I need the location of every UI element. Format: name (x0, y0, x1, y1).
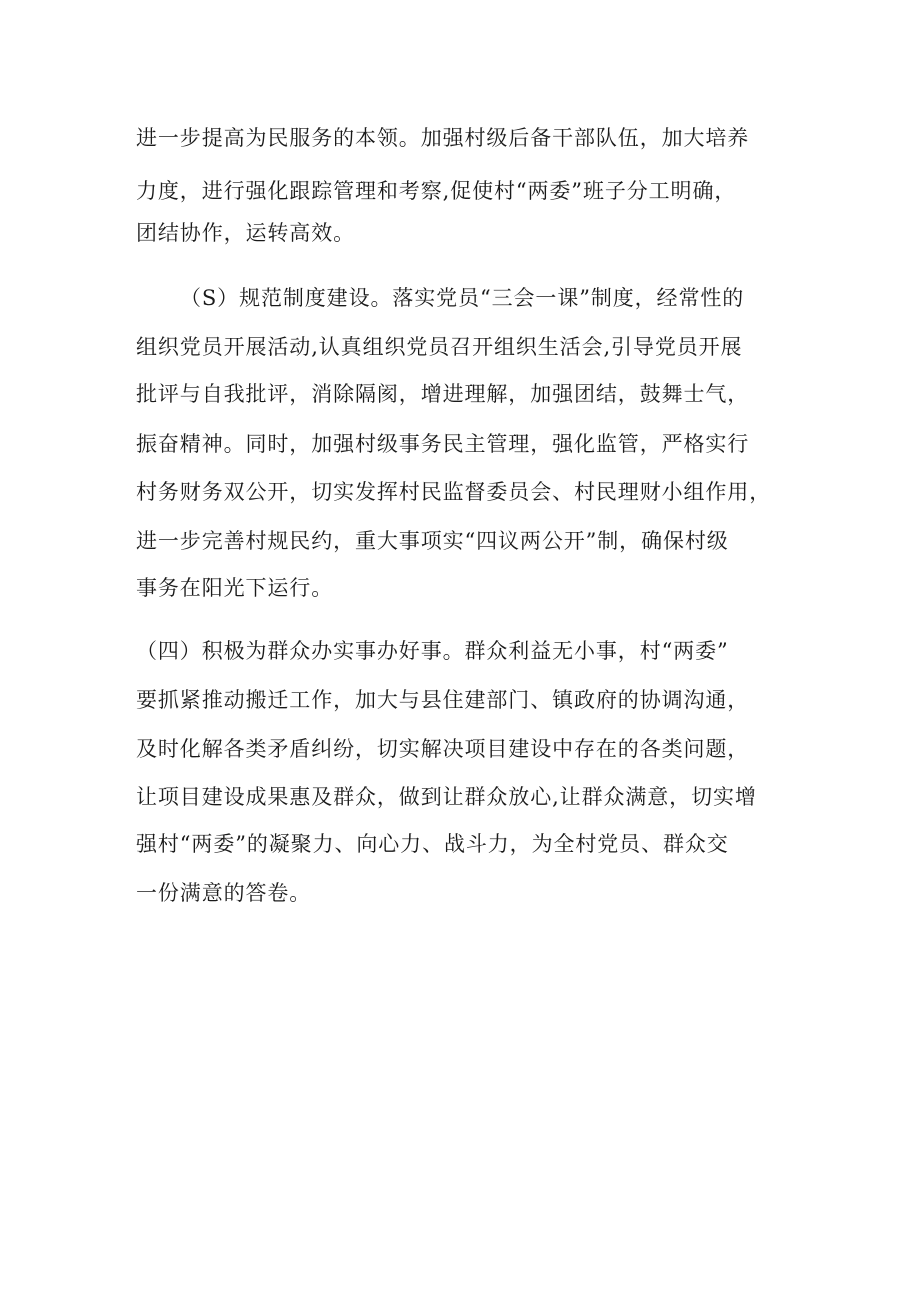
text-line: 要抓紧推动搬迁工作，加大与县住建部门、镇政府的协调沟通， (136, 688, 750, 712)
text-line: 及时化解各类矛盾纠纷，切实解决项目建设中存在的各类问题， (136, 737, 750, 761)
text-line: 力度，进行强化跟踪管理和考察,促使村“两委”班子分工明确， (136, 179, 737, 203)
text-line: 团结协作，运转高效。 (136, 221, 355, 245)
text-line: 一份满意的答卷。 (136, 881, 312, 905)
text-line: 进一步提高为民服务的本领。加强村级后备干部队伍，加大培养 (136, 126, 750, 150)
text-line: 进一步完善村规民约，重大事项实“四议两公开”制，确保村级 (136, 529, 729, 553)
text-line: 村务财务双公开，切实发挥村民监督委员会、村民理财小组作用， (136, 480, 772, 504)
text-line: （S）规范制度建设。落实党员“三会一课”制度，经常性的 (180, 286, 745, 310)
text-line: 强村“两委”的凝聚力、向心力、战斗力，为全村党员、群众交 (136, 832, 729, 856)
text-line: 批评与自我批评，消除隔阂，增进理解，加强团结，鼓舞士气， (136, 382, 750, 406)
text-line: 组织党员开展活动,认真组织党员召开组织生活会,引导党员开展 (136, 335, 743, 359)
text-line: 事务在阳光下运行。 (136, 576, 334, 600)
text-line: 让项目建设成果惠及群众，做到让群众放心,让群众满意，切实增 (136, 785, 757, 809)
text-line: 振奋精神。同时，加强村级事务民主管理，强化监管，严格实行 (136, 432, 750, 456)
text-line: （四）积极为群众办实事办好事。群众利益无小事，村“两委” (136, 639, 729, 663)
